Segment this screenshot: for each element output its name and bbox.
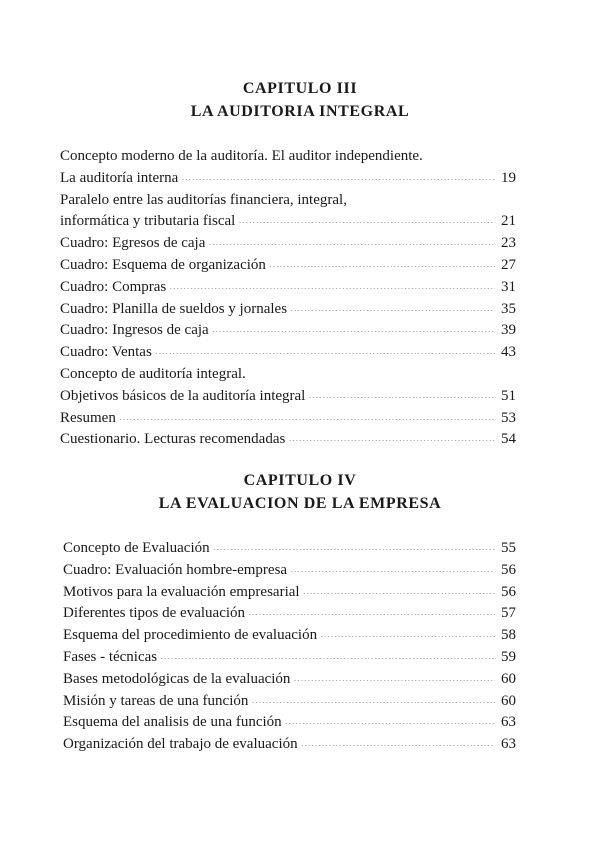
- toc-entry-label: Cuadro: Esquema de organización: [60, 256, 266, 273]
- toc-entry-label: Cuadro: Ingresos de caja: [60, 322, 209, 339]
- toc-entry-label: Organización del trabajo de evaluación: [63, 736, 298, 753]
- chapter-3-title: LA AUDITORIA INTEGRAL: [190, 103, 410, 120]
- dot-leader: [169, 275, 495, 289]
- toc-entry: [60, 255, 516, 277]
- dot-leader: [208, 231, 495, 245]
- toc-entry: [63, 712, 516, 734]
- toc-entry-page-number: 57: [501, 605, 516, 622]
- toc-entry-label: Concepto de Evaluación: [63, 540, 210, 556]
- dot-leader: [213, 536, 495, 550]
- toc-entry: [63, 669, 516, 691]
- toc-entry-page-number: 60: [501, 692, 516, 709]
- dot-leader: [251, 689, 495, 703]
- chapter-3-toc: [60, 146, 516, 451]
- toc-entry: [63, 582, 516, 604]
- toc-entry-label: Concepto moderno de la auditoría. El auditor independiente.: [60, 148, 423, 164]
- toc-entry-page-number: 51: [501, 387, 516, 404]
- toc-entry-label: Esquema del procedimiento de evaluación: [63, 627, 318, 644]
- toc-entry-label: Diferentes tipos de evaluación: [63, 605, 246, 622]
- dot-leader: [160, 645, 495, 659]
- toc-entry: [60, 211, 516, 233]
- toc-entry-page-number: 39: [501, 322, 516, 339]
- toc-entry-page-number: 60: [501, 670, 516, 687]
- toc-entry: [60, 277, 516, 299]
- chapter-4-title: LA EVALUACION DE LA EMPRESA: [158, 495, 442, 512]
- toc-entry: [60, 364, 516, 386]
- toc-entry: [60, 233, 516, 255]
- toc-entry-page-number: 58: [501, 627, 516, 644]
- toc-entry: [63, 560, 516, 582]
- toc-entry-page-number: 35: [501, 300, 516, 317]
- toc-entry-label: Motivos para la evaluación empresarial: [63, 583, 300, 600]
- toc-entry: [63, 734, 516, 756]
- dot-leader: [212, 318, 495, 332]
- toc-entry: [60, 408, 516, 430]
- toc-entry: [63, 691, 516, 713]
- toc-entry: [60, 190, 516, 212]
- toc-entry-label: Cuadro: Compras: [60, 278, 167, 295]
- toc-entry-page-number: 59: [501, 648, 516, 665]
- toc-entry-page-number: 23: [501, 235, 516, 252]
- chapter-4-toc: [63, 538, 516, 756]
- toc-entry-page-number: 27: [501, 256, 516, 273]
- dot-leader: [248, 601, 495, 615]
- toc-entry-label: Cuadro: Planilla de sueldos y jornales: [60, 300, 288, 317]
- toc-entry: [63, 603, 516, 625]
- toc-entry-page-number: 55: [501, 540, 516, 556]
- toc-entry-page-number: 63: [501, 736, 516, 753]
- toc-entry-label: informática y tributaria fiscal: [60, 213, 236, 230]
- toc-entry: [60, 168, 516, 190]
- toc-entry-page-number: 21: [501, 213, 516, 230]
- dot-leader: [320, 623, 495, 637]
- toc-entry-label: Bases metodológicas de la evaluación: [63, 670, 291, 687]
- chapter-4-number: CAPITULO IV: [243, 472, 357, 489]
- toc-entry-page-number: 19: [501, 169, 516, 186]
- dot-leader: [303, 580, 495, 594]
- dot-leader: [288, 427, 495, 441]
- toc-entry-label: La auditoría interna: [60, 169, 179, 186]
- toc-entry-label: Resumen: [60, 409, 116, 426]
- toc-entry-page-number: 56: [501, 583, 516, 600]
- toc-entry-label: Misión y tareas de una función: [63, 692, 249, 709]
- toc-entry-label: Esquema del analisis de una función: [63, 714, 282, 731]
- toc-entry-page-number: 43: [501, 344, 516, 361]
- toc-entry-label: Objetivos básicos de la auditoría integral: [60, 387, 306, 404]
- toc-entry: [63, 625, 516, 647]
- toc-entry-label: Cuadro: Evaluación hombre-empresa: [63, 561, 288, 578]
- toc-entry: [60, 429, 516, 451]
- toc-entry: [63, 647, 516, 669]
- dot-leader: [290, 558, 495, 572]
- chapter-3-heading: [0, 78, 600, 123]
- toc-entry: [60, 342, 516, 364]
- dot-leader: [290, 297, 495, 311]
- toc-entry-label: Cuadro: Egresos de caja: [60, 235, 206, 252]
- toc-entry-label: Paralelo entre las auditorías financiera, integral,: [60, 191, 347, 208]
- dot-leader: [308, 384, 495, 398]
- dot-leader: [181, 166, 495, 180]
- toc-entry-label: Fases - técnicas: [63, 648, 158, 665]
- dot-leader: [285, 710, 495, 724]
- toc-entry-page-number: 31: [501, 278, 516, 295]
- dot-leader: [269, 253, 495, 267]
- toc-entry-label: Concepto de auditoría integral.: [60, 365, 246, 382]
- toc-entry: [60, 299, 516, 321]
- toc-entry: [60, 146, 516, 168]
- dot-leader: [238, 209, 495, 223]
- dot-leader: [155, 340, 495, 354]
- chapter-4-heading: [0, 470, 600, 515]
- chapter-3-number: CAPITULO III: [242, 80, 358, 97]
- dot-leader: [293, 667, 495, 681]
- dot-leader: [301, 732, 495, 746]
- toc-entry: [60, 386, 516, 408]
- toc-entry-page-number: 53: [501, 409, 516, 426]
- toc-entry-page-number: 63: [501, 714, 516, 731]
- toc-entry-label: Cuestionario. Lecturas recomendadas: [60, 431, 286, 448]
- toc-entry-label: Cuadro: Ventas: [60, 344, 152, 361]
- toc-entry: [60, 320, 516, 342]
- toc-entry: [63, 538, 516, 560]
- toc-entry-page-number: 56: [501, 561, 516, 578]
- dot-leader: [119, 406, 495, 420]
- toc-entry-page-number: 54: [501, 431, 516, 448]
